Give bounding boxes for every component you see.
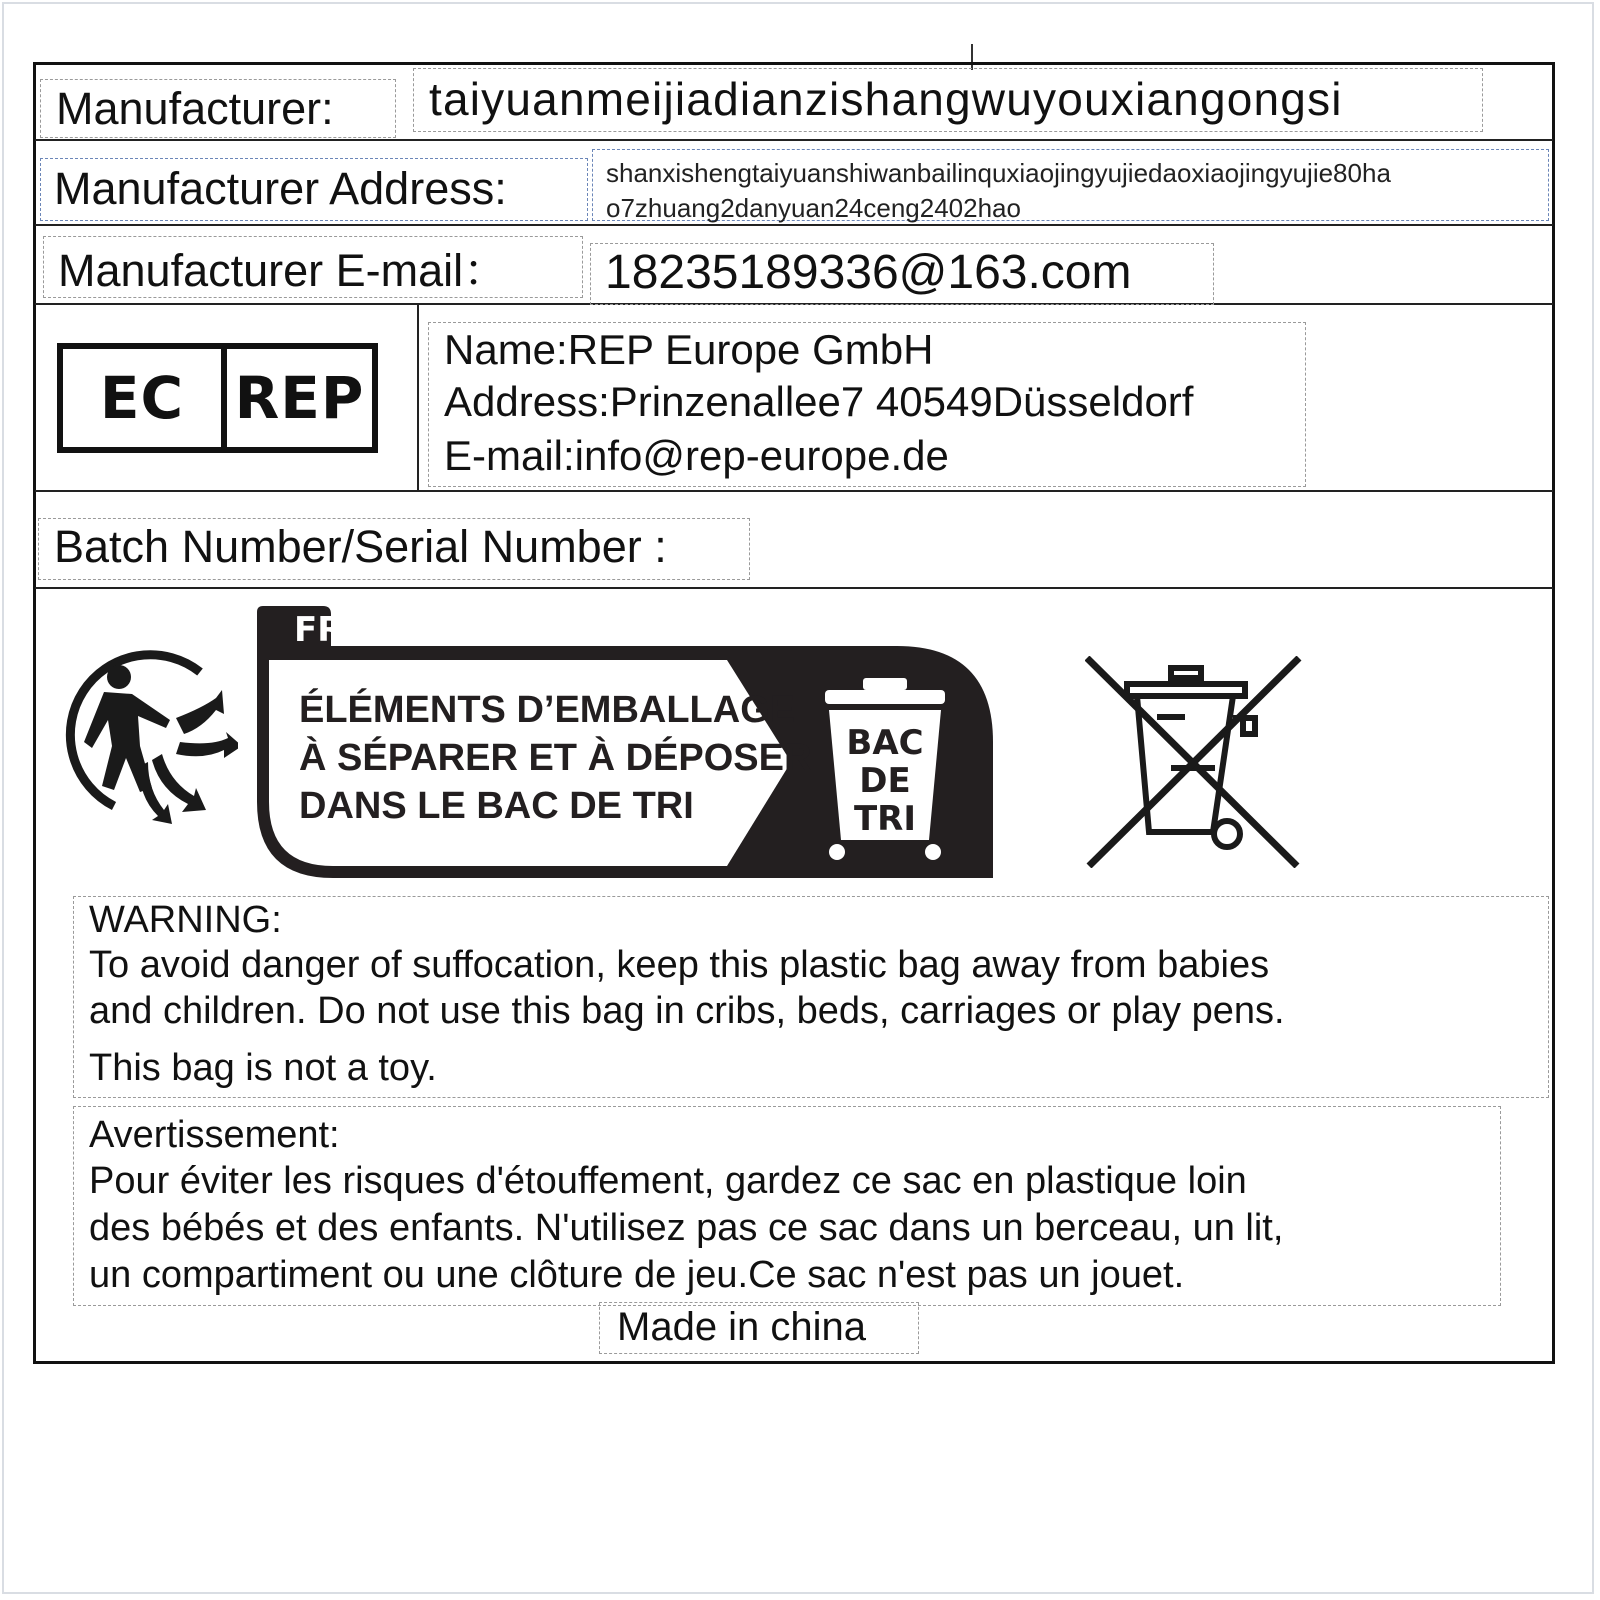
ec-rep-badge-right: REP [234,364,365,432]
warning-line-2: and children. Do not use this bag in cribs, beds, carriages or play pens. [89,990,1285,1032]
triman-info-panel [257,606,997,880]
address-line-1: shanxishengtaiyuanshiwanbailinquxiaojingyujiedaoxiaojingyujie80ha [606,158,1391,188]
avertissement-line-3: un compartiment ou une clôture de jeu.Ce sac n'est pas un jouet. [89,1254,1185,1296]
triman-line-2: À SÉPARER ET À DÉPOSER [299,737,812,779]
ec-rep-email: E-mail:info@rep-europe.de [444,432,949,479]
avertissement-title: Avertissement: [89,1114,340,1156]
ec-rep-symbol [57,343,378,453]
triman-line-3: DANS LE BAC DE TRI [299,785,694,827]
row-divider [35,587,1553,589]
ec-rep-address: Address:Prinzenallee7 40549Düsseldorf [444,378,1194,425]
row-divider [35,490,1553,492]
origin-text: Made in china [617,1305,867,1349]
triman-line-1: ÉLÉMENTS D’EMBALLAGE [299,689,796,731]
batch-label: Batch Number/Serial Number : [54,521,667,572]
manufacturer-label: Manufacturer: [56,83,334,134]
email-label: Manufacturer E-mail： [58,245,509,296]
bin-text-2: DE [859,761,911,801]
warning-title: WARNING: [89,899,282,941]
triman-country: FR [294,610,344,650]
column-divider [417,305,419,490]
crossed-out-wheelie-bin-icon [1085,656,1307,868]
warning-line-1: To avoid danger of suffocation, keep this plastic bag away from babies [89,944,1270,986]
address-label: Manufacturer Address: [54,163,507,214]
avertissement-line-2: des bébés et des enfants. N'utilisez pas ce sac dans un berceau, un lit, [89,1207,1284,1249]
triman-recycle-icon [52,650,238,830]
address-line-2: o7zhuang2danyuan24ceng2402hao [606,193,1021,223]
ec-rep-badge-left: EC [63,349,227,447]
avertissement-line-1: Pour éviter les risques d'étouffement, gardez ce sac en plastique loin [89,1160,1247,1202]
manufacturer-name: taiyuanmeijiadianzishangwuyouxiangongsi [429,73,1343,125]
email-value: 18235189336@163.com [605,246,1132,299]
bin-text-3: TRI [853,799,917,839]
bin-text-1: BAC [846,723,924,763]
row-divider [35,139,1553,141]
ec-rep-name: Name:REP Europe GmbH [444,326,934,373]
warning-line-3: This bag is not a toy. [89,1047,437,1089]
